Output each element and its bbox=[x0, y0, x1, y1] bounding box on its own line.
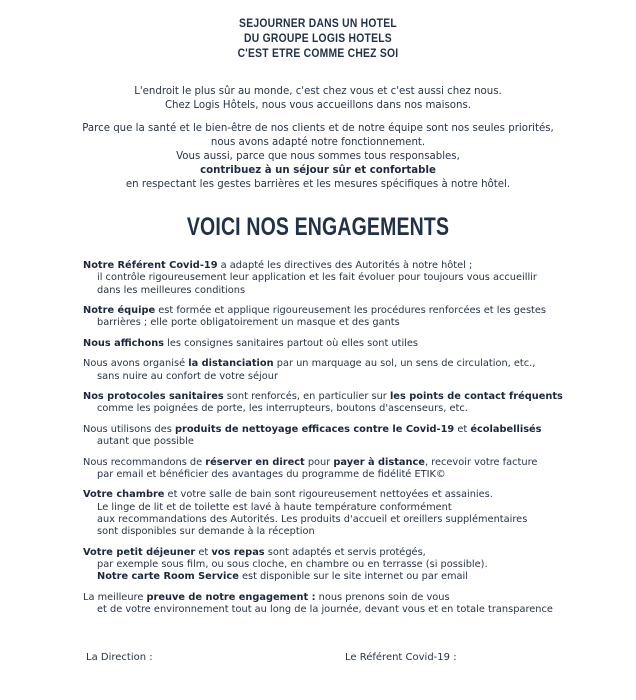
item-bold: Votre chambre bbox=[83, 489, 165, 501]
intro-bold-text: contribuez à un séjour sûr et confortable bbox=[200, 165, 436, 176]
item-text: comme les poignées de porte, les interrupteurs, boutons d'ascenseurs, etc. bbox=[97, 403, 468, 415]
header-line-2: DU GROUPE LOGIS HOTELS bbox=[244, 31, 392, 45]
item-text: les consignes sanitaires partout où elles sont utiles bbox=[164, 337, 419, 349]
item-text: pour bbox=[304, 456, 334, 468]
intro-line: Chez Logis Hôtels, nous vous accueillons dans nos maisons. bbox=[164, 100, 472, 111]
item-text: barrières ; elle porte obligatoirement un masque et des gants bbox=[97, 317, 400, 329]
item-text: est formée et applique rigoureusement les procédures renforcées et les gestes bbox=[155, 305, 547, 317]
item-text: sans nuire au confort de votre séjour bbox=[97, 370, 279, 382]
item-text: sont renforcés, en particulier sur bbox=[223, 391, 390, 403]
engagement-item bbox=[83, 305, 553, 330]
engagement-item bbox=[83, 391, 563, 416]
intro-line: Vous aussi, parce que nous sommes tous responsables, bbox=[176, 151, 460, 162]
header-line-3: C'EST ETRE COMME CHEZ SOI bbox=[237, 46, 399, 60]
item-bold: les points de contact fréquents bbox=[389, 391, 563, 403]
item-bold: Notre Référent Covid-19 bbox=[83, 260, 218, 271]
item-bold: Votre petit déjeuner bbox=[83, 546, 196, 558]
item-text: et bbox=[195, 546, 212, 558]
engagement-item bbox=[83, 424, 553, 449]
item-text: et de votre environnement tout au long de la journée, devant vous et en totale transparence bbox=[97, 604, 553, 616]
item-text: par email et bénéficier des avantages du programme de fidélité ETIK© bbox=[97, 468, 446, 480]
item-text: , recevoir votre facture bbox=[424, 456, 538, 468]
item-bold: réserver en direct bbox=[205, 456, 305, 468]
item-text: il contrôle rigoureusement leur application et les fait évoluer pour toujours vous accueillir bbox=[97, 272, 537, 284]
item-bold: Notre carte Room Service bbox=[97, 571, 239, 583]
item-bold: Notre équipe bbox=[83, 305, 156, 317]
intro-line: en respectant les gestes barrières et les mesures spécifiques à notre hôtel. bbox=[125, 179, 511, 190]
item-bold: la distanciation bbox=[188, 358, 274, 370]
intro-line: Parce que la santé et le bien-être de nos clients et de notre équipe sont nos seules priorités, bbox=[82, 123, 554, 134]
item-text: La meilleure bbox=[83, 591, 147, 603]
engagement-item bbox=[83, 592, 553, 617]
item-text: et votre salle de bain sont rigoureusement nettoyées et assainies. bbox=[164, 489, 493, 501]
item-text: autant que possible bbox=[97, 436, 194, 448]
section-title: VOICI NOS ENGAGEMENTS bbox=[186, 213, 450, 241]
item-text: aux recommandations des Autorités. Les produits d'accueil et oreillers supplémentaires bbox=[97, 514, 528, 526]
covid-referent-signature-label: Le Référent Covid-19 : bbox=[345, 652, 457, 663]
intro-line-bold bbox=[0, 164, 636, 178]
item-bold: Nos protocoles sanitaires bbox=[83, 391, 224, 403]
item-text: a adapté les directives des Autorités à notre hôtel ; bbox=[217, 260, 473, 271]
item-text: Nous utilisons des bbox=[83, 423, 175, 435]
item-bold: écolabellisés bbox=[470, 423, 542, 435]
item-text: sont adaptés et servis protégés, bbox=[264, 546, 426, 558]
header-line-1: SEJOURNER DANS UN HOTEL bbox=[239, 16, 397, 30]
item-text: Nous avons organisé bbox=[83, 358, 189, 370]
engagements-list bbox=[83, 260, 563, 625]
item-text: et bbox=[454, 423, 471, 435]
item-bold: payer à distance bbox=[333, 456, 425, 468]
item-text: Nous recommandons de bbox=[83, 456, 206, 468]
item-text: nous prenons soin de vous bbox=[315, 591, 450, 603]
intro-line: nous avons adapté notre fonctionnement. bbox=[210, 137, 426, 148]
item-bold: produits de nettoyage efficaces contre le Covid-19 bbox=[174, 423, 455, 435]
item-text: Le linge de lit et de toilette est lavé à haute température conformément bbox=[97, 501, 452, 513]
direction-signature-label: La Direction : bbox=[86, 652, 153, 663]
item-text: sont disponibles sur demande à la réception bbox=[97, 526, 315, 538]
engagement-item bbox=[83, 489, 553, 538]
item-text: par exemple sous film, ou sous cloche, en chambre ou en terrasse (si possible). bbox=[97, 559, 488, 571]
intro-line: L'endroit le plus sûr au monde, c'est chez vous et c'est aussi chez nous. bbox=[134, 86, 502, 97]
item-text: par un marquage au sol, un sens de circulation, etc., bbox=[273, 358, 536, 370]
item-bold: Nous affichons bbox=[83, 337, 165, 349]
engagement-item bbox=[83, 358, 553, 383]
header-title bbox=[45, 16, 592, 61]
item-text: est disponible sur le site internet ou par email bbox=[238, 571, 468, 583]
intro-text bbox=[0, 85, 636, 192]
engagement-item bbox=[83, 260, 553, 297]
engagement-item bbox=[83, 457, 553, 482]
item-text: dans les meilleures conditions bbox=[97, 284, 246, 296]
engagement-item bbox=[83, 547, 553, 584]
engagement-item bbox=[83, 338, 553, 350]
item-bold: preuve de notre engagement : bbox=[146, 591, 316, 603]
item-bold: vos repas bbox=[211, 546, 265, 558]
